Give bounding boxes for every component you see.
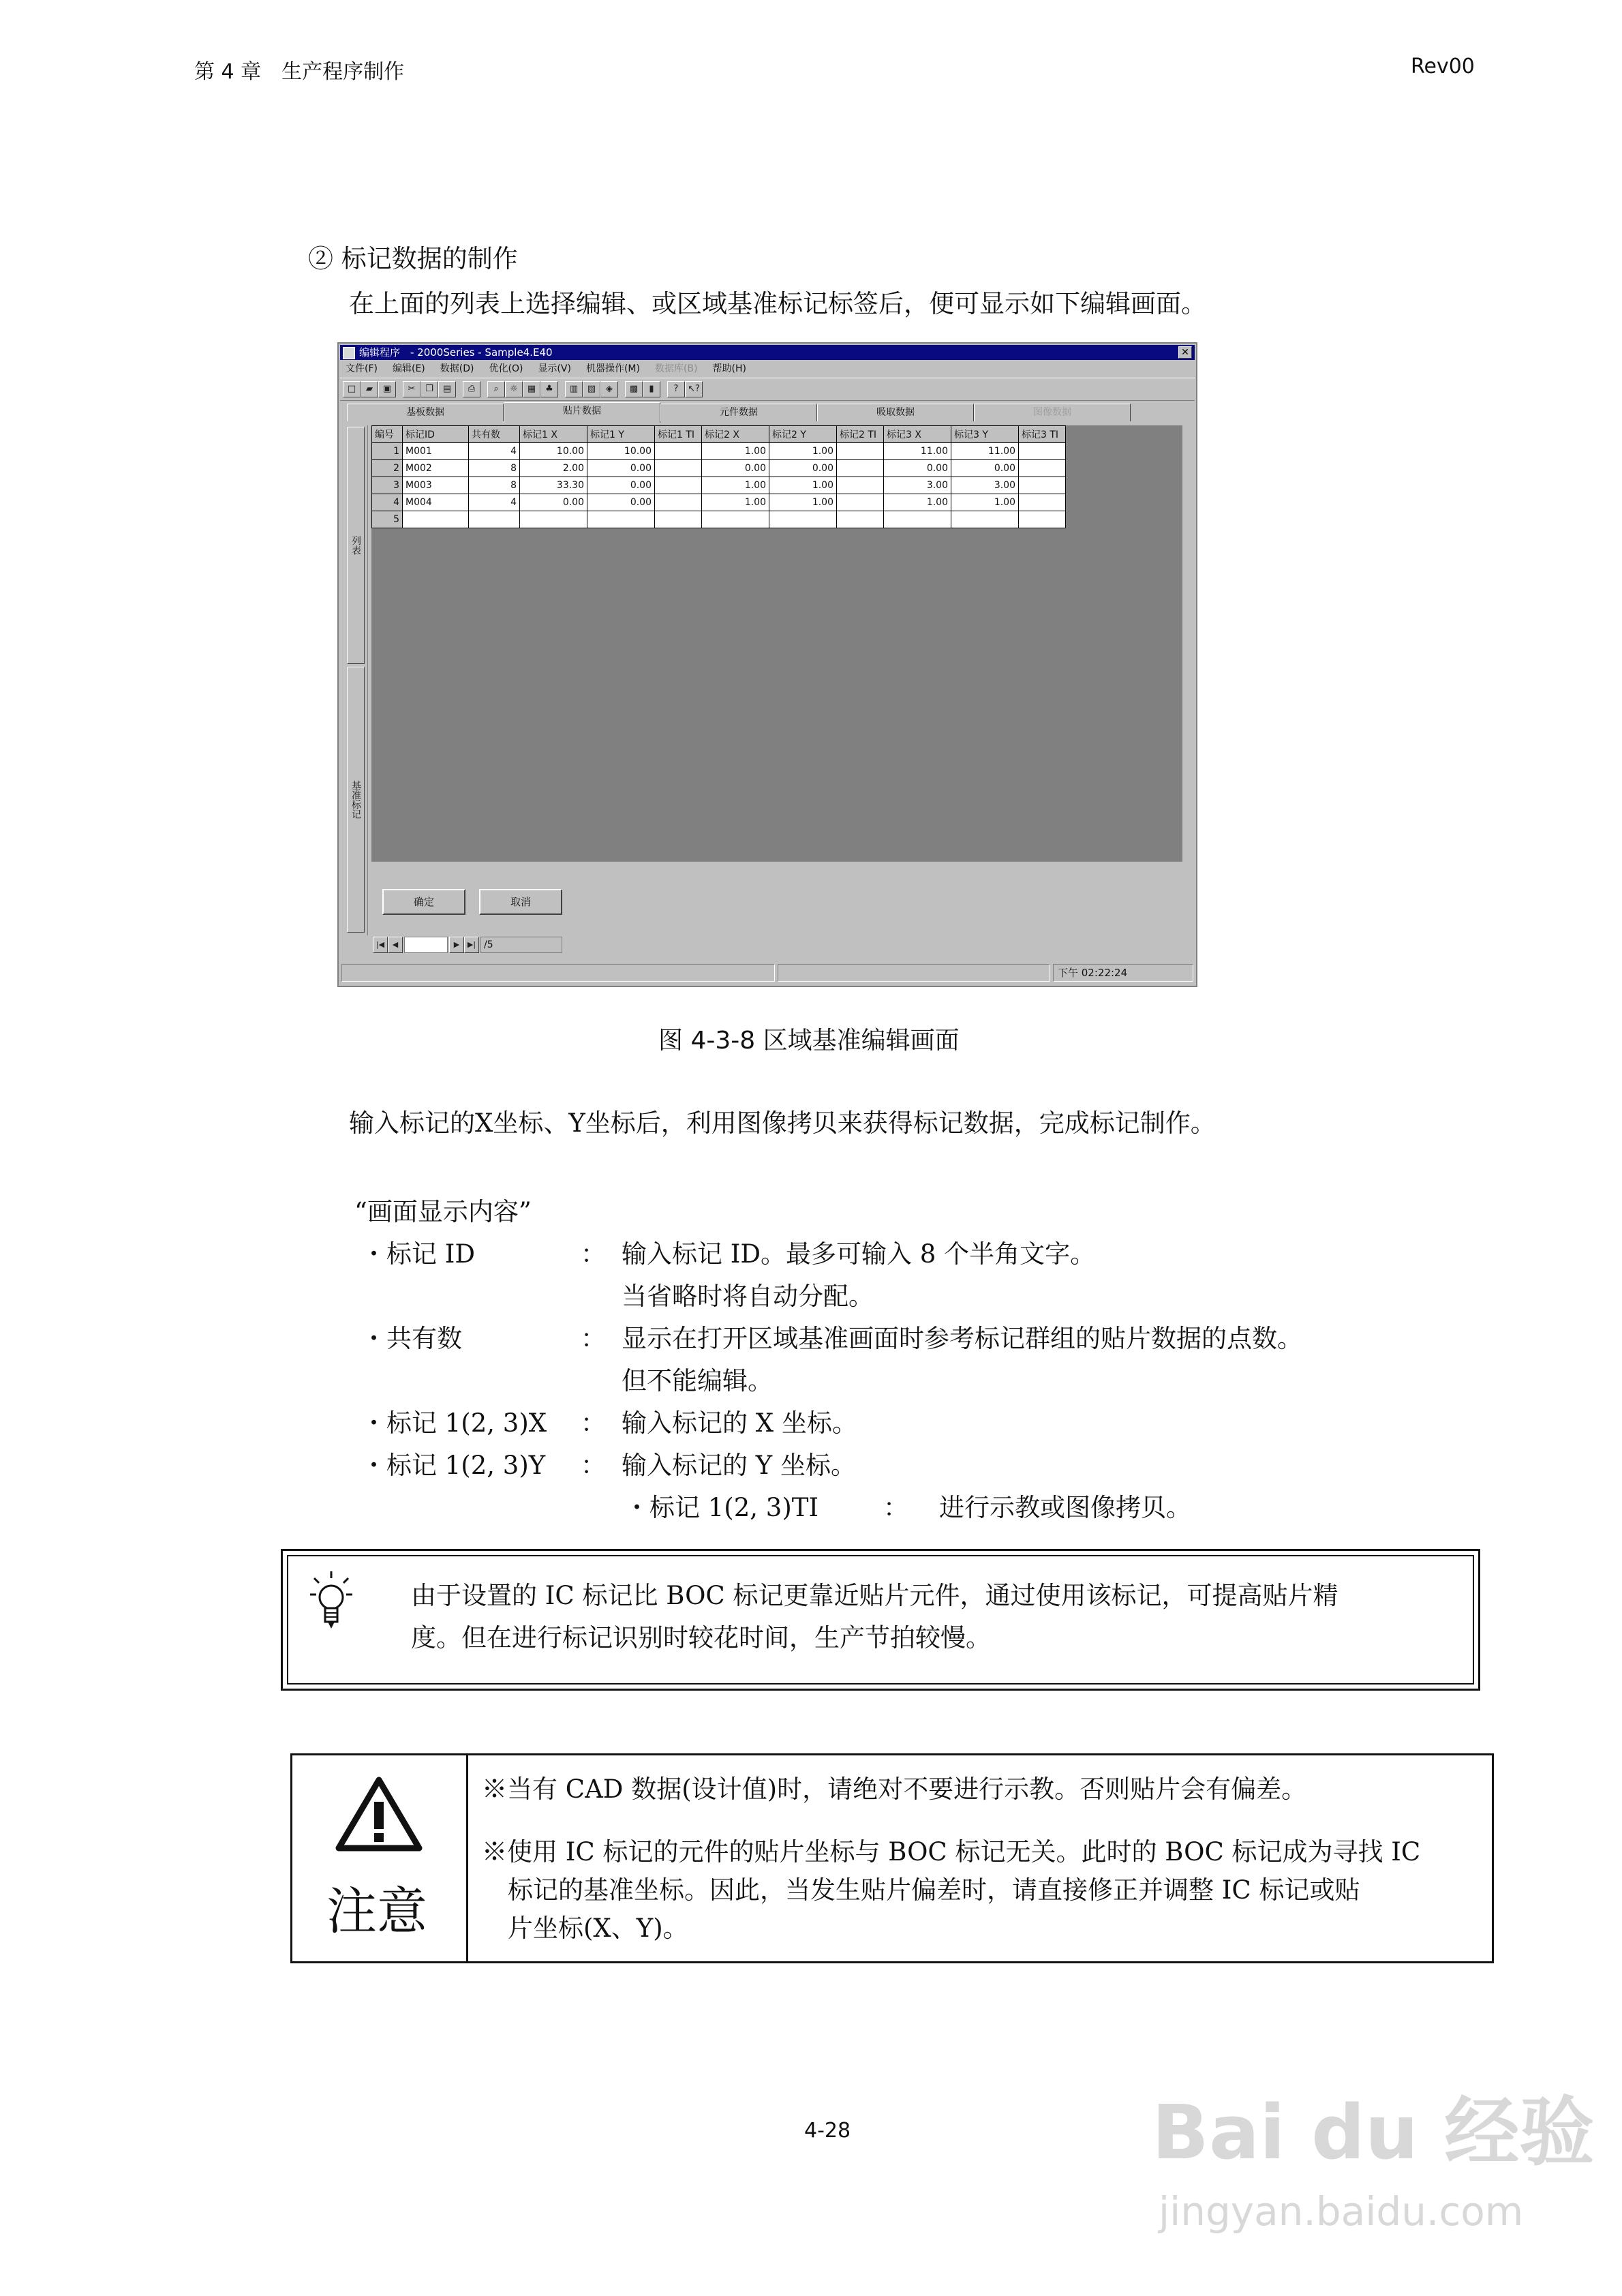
cell-mark3-ti[interactable] [1019, 511, 1066, 528]
cell-shared-count: 8 [469, 460, 520, 477]
item-desc2: 但不能编辑。 [622, 1366, 773, 1395]
menu-file[interactable]: 文件(F) [346, 363, 378, 374]
row-number: 3 [372, 477, 403, 494]
table-row[interactable] [372, 511, 1066, 528]
cell-mark1-ti[interactable] [655, 460, 702, 477]
cancel-button[interactable]: 取消 [479, 889, 562, 915]
cell-mark3-x[interactable]: 1.00 [884, 494, 951, 511]
menu-machine[interactable]: 机器操作(M) [585, 363, 640, 374]
cell-mark3-y[interactable]: 11.00 [951, 443, 1019, 460]
tool-g-icon[interactable]: ▮ [643, 381, 660, 397]
col-header: 标记3 X [884, 426, 951, 443]
table-row[interactable] [372, 443, 1066, 460]
display-content-title: “画面显示内容” [354, 1197, 532, 1226]
cell-mark2-y[interactable]: 1.00 [769, 477, 837, 494]
cell-mark3-y[interactable]: 3.00 [951, 477, 1019, 494]
grid-header-row [372, 426, 1066, 443]
next-record-icon[interactable]: ▶ [449, 937, 464, 953]
lightbulb-tool-icon[interactable]: ☼ [505, 381, 523, 397]
record-count: /5 [480, 937, 562, 953]
cell-mark2-y[interactable]: 1.00 [769, 443, 837, 460]
caution-note-1: ※当有 CAD 数据(设计值)时，请绝对不要进行示教。否则贴片会有偏差。 [482, 1774, 1307, 1804]
caution-label: 注意 [326, 1882, 427, 1941]
cell-mark1-y[interactable]: 0.00 [587, 460, 655, 477]
cell-mark3-y[interactable]: 0.00 [951, 460, 1019, 477]
tip-line-2: 度。但在进行标记识别时较花时间，生产节拍较慢。 [411, 1623, 991, 1652]
cell-shared-count: 4 [469, 494, 520, 511]
caution-note-2-line-2: 标记的基准坐标。因此，当发生贴片偏差时，请直接修正并调整 IC 标记或贴 [508, 1875, 1360, 1905]
menu-edit[interactable]: 编辑(E) [392, 363, 425, 374]
item-desc: 输入标记的 Y 坐标。 [622, 1451, 856, 1480]
tip-box-inner [287, 1555, 1474, 1685]
watermark-url: jingyan.baidu.com [1159, 2188, 1524, 2235]
cell-mark3-x[interactable] [884, 511, 951, 528]
tab-placement-data[interactable]: 贴片数据 [504, 402, 660, 423]
cell-mark2-ti[interactable] [837, 460, 884, 477]
item-sep: ： [581, 1239, 606, 1269]
col-header: 共有数 [469, 426, 520, 443]
tip-line-1: 由于设置的 IC 标记比 BOC 标记更靠近贴片元件，通过使用该标记，可提高贴片精 [411, 1581, 1338, 1610]
section-heading: ② 标记数据的制作 [308, 244, 518, 273]
figure-caption: 图 4-3-8 区域基准编辑画面 [658, 1027, 960, 1055]
cell-mark2-ti[interactable] [837, 494, 884, 511]
cell-mark1-ti[interactable] [655, 494, 702, 511]
after-figure-text: 输入标记的X坐标、Y坐标后，利用图像拷贝来获得标记数据，完成标记制作。 [349, 1108, 1216, 1138]
side-tab-fiducial[interactable]: 基准标记 [347, 667, 365, 933]
mark-data-grid [371, 425, 1066, 528]
cell-mark1-ti[interactable] [655, 511, 702, 528]
col-header: 标记ID [403, 426, 469, 443]
cell-mark1-x[interactable] [520, 511, 587, 528]
app-icon [343, 347, 355, 359]
tab-image-data[interactable]: 图像数据 [974, 404, 1131, 421]
ok-button[interactable]: 确定 [382, 889, 465, 915]
watermark-brand: Bai du 经验 [1152, 2089, 1595, 2176]
cell-mark3-x[interactable]: 0.00 [884, 460, 951, 477]
last-record-icon[interactable]: ▶| [464, 937, 479, 953]
cell-mark-id[interactable] [403, 511, 469, 528]
first-record-icon[interactable]: |◀ [373, 937, 388, 953]
copy-icon[interactable]: ❐ [420, 381, 438, 397]
data-tabs [344, 402, 1191, 423]
cell-mark2-x[interactable]: 0.00 [702, 460, 769, 477]
cell-mark3-y[interactable] [951, 511, 1019, 528]
cell-mark1-ti[interactable] [655, 477, 702, 494]
table-row[interactable] [372, 494, 1066, 511]
open-folder-icon[interactable]: ▰ [361, 381, 378, 397]
cell-mark2-x[interactable]: 1.00 [702, 494, 769, 511]
col-header: 标记3 TI [1019, 426, 1066, 443]
save-icon[interactable]: ▣ [378, 381, 396, 397]
close-icon[interactable]: ✕ [1178, 346, 1192, 359]
cell-mark3-x[interactable]: 11.00 [884, 443, 951, 460]
tab-component-data[interactable]: 元件数据 [660, 404, 817, 421]
status-bar [340, 963, 1195, 983]
tool-c-icon[interactable]: ▥ [565, 381, 583, 397]
row-number: 5 [372, 511, 403, 528]
new-file-icon[interactable]: □ [343, 381, 361, 397]
table-row[interactable] [372, 460, 1066, 477]
cell-mark1-y[interactable]: 0.00 [587, 477, 655, 494]
cell-mark3-x[interactable]: 3.00 [884, 477, 951, 494]
app-window [337, 342, 1197, 987]
app-titlebar [340, 345, 1195, 360]
cell-mark1-y[interactable]: 0.00 [587, 494, 655, 511]
item-sep: ： [581, 1451, 606, 1480]
cell-mark2-ti[interactable] [837, 443, 884, 460]
row-number: 2 [372, 460, 403, 477]
cell-mark-id[interactable]: M001 [403, 443, 469, 460]
cell-mark-id[interactable]: M003 [403, 477, 469, 494]
record-pager [373, 937, 564, 954]
item-term: ・标记 1(2, 3)Y [361, 1451, 546, 1480]
cell-mark1-y[interactable]: 10.00 [587, 443, 655, 460]
col-header: 标记2 TI [837, 426, 884, 443]
menubar [340, 361, 1195, 376]
find-icon[interactable]: ⌕ [487, 381, 505, 397]
col-header: 标记2 Y [769, 426, 837, 443]
menu-database[interactable]: 数据库(B) [654, 363, 698, 374]
cell-mark2-y[interactable]: 1.00 [769, 494, 837, 511]
lightbulb-icon [309, 1570, 354, 1631]
context-help-icon[interactable]: ↖? [685, 381, 703, 397]
cell-mark1-x[interactable]: 0.00 [520, 494, 587, 511]
caution-note-2-line-3: 片坐标(X、Y)。 [508, 1914, 688, 1943]
tool-d-icon[interactable]: ▧ [583, 381, 600, 397]
caution-divider [466, 1755, 468, 1961]
item-term: ・共有数 [361, 1324, 462, 1353]
section-intro: 在上面的列表上选择编辑、或区域基准标记标签后，便可显示如下编辑画面。 [349, 289, 1206, 318]
cell-mark2-y[interactable]: 0.00 [769, 460, 837, 477]
cell-mark3-ti[interactable] [1019, 443, 1066, 460]
grid-panel [371, 425, 1182, 862]
side-tabs [344, 425, 368, 935]
cell-mark3-ti[interactable] [1019, 460, 1066, 477]
menu-optimize[interactable]: 优化(O) [489, 363, 523, 374]
col-header: 标记3 Y [951, 426, 1019, 443]
item-sep: ： [581, 1408, 606, 1438]
cell-mark-id[interactable]: M002 [403, 460, 469, 477]
cell-mark3-ti[interactable] [1019, 494, 1066, 511]
warning-triangle-icon [335, 1776, 423, 1852]
cell-mark2-ti[interactable] [837, 477, 884, 494]
cell-mark3-ti[interactable] [1019, 477, 1066, 494]
row-number: 1 [372, 443, 403, 460]
cell-mark2-x[interactable]: 1.00 [702, 477, 769, 494]
item-term: ・标记 1(2, 3)X [361, 1408, 547, 1438]
cell-mark1-ti[interactable] [655, 443, 702, 460]
col-header: 编号 [372, 426, 403, 443]
cut-icon[interactable]: ✂ [403, 381, 420, 397]
col-header: 标记1 TI [655, 426, 702, 443]
item-desc2: 当省略时将自动分配。 [622, 1282, 874, 1311]
toolbar [340, 378, 1195, 401]
cell-shared-count: 4 [469, 443, 520, 460]
col-header: 标记1 Y [587, 426, 655, 443]
caution-note-2-line-1: ※使用 IC 标记的元件的贴片坐标与 BOC 标记无关。此时的 BOC 标记成为寻找 IC [482, 1837, 1421, 1867]
cell-mark2-x[interactable] [702, 511, 769, 528]
side-tab-list[interactable]: 列表 [347, 427, 365, 664]
cell-shared-count: 8 [469, 477, 520, 494]
item-desc: 显示在打开区域基准画面时参考标记群组的贴片数据的点数。 [622, 1324, 1302, 1353]
page-number: 4-28 [804, 2119, 851, 2143]
tip-box [281, 1549, 1480, 1691]
item-term: ・标记 ID [361, 1239, 476, 1269]
cell-mark1-x[interactable]: 2.00 [520, 460, 587, 477]
chapter-header: 第 4 章 生产程序制作 [194, 60, 405, 84]
cell-mark2-y[interactable] [769, 511, 837, 528]
print-icon[interactable]: ⎙ [463, 381, 480, 397]
tool-a-icon[interactable]: ▦ [523, 381, 540, 397]
tab-board-data[interactable]: 基板数据 [347, 404, 504, 421]
col-header: 标记1 X [520, 426, 587, 443]
prev-record-icon[interactable]: ◀ [388, 937, 403, 953]
tab-pickup-data[interactable]: 吸取数据 [817, 404, 974, 421]
status-pane [341, 964, 775, 982]
item-sep: ： [883, 1493, 908, 1522]
cell-mark1-y[interactable] [587, 511, 655, 528]
cell-mark2-x[interactable]: 1.00 [702, 443, 769, 460]
cell-mark2-ti[interactable] [837, 511, 884, 528]
tool-e-icon[interactable]: ◈ [600, 381, 618, 397]
paste-icon[interactable]: ▤ [438, 381, 456, 397]
item-term: ・标记 1(2, 3)TI [624, 1493, 819, 1522]
tool-f-icon[interactable]: ▩ [625, 381, 643, 397]
app-title: 编辑程序 - 2000Series - Sample4.E40 [359, 346, 553, 359]
table-row[interactable] [372, 477, 1066, 494]
cell-shared-count [469, 511, 520, 528]
record-number-input[interactable] [404, 937, 448, 953]
cell-mark1-x[interactable]: 10.00 [520, 443, 587, 460]
status-pane [778, 964, 1050, 982]
item-desc: 输入标记 ID。最多可输入 8 个半角文字。 [622, 1239, 1096, 1269]
revision-label: Rev00 [1411, 55, 1475, 78]
caution-box [290, 1753, 1494, 1963]
row-number: 4 [372, 494, 403, 511]
item-sep: ： [581, 1324, 606, 1353]
item-desc: 进行示教或图像拷贝。 [939, 1493, 1191, 1522]
cell-mark-id[interactable]: M004 [403, 494, 469, 511]
tool-b-icon[interactable]: ♣ [540, 381, 558, 397]
status-time: 下午 02:22:24 [1053, 964, 1193, 982]
menu-data[interactable]: 数据(D) [440, 363, 474, 374]
cell-mark3-y[interactable]: 1.00 [951, 494, 1019, 511]
menu-help[interactable]: 帮助(H) [712, 363, 746, 374]
cell-mark1-x[interactable]: 33.30 [520, 477, 587, 494]
help-icon[interactable]: ? [667, 381, 685, 397]
menu-view[interactable]: 显示(V) [538, 363, 571, 374]
item-desc: 输入标记的 X 坐标。 [622, 1408, 857, 1438]
col-header: 标记2 X [702, 426, 769, 443]
